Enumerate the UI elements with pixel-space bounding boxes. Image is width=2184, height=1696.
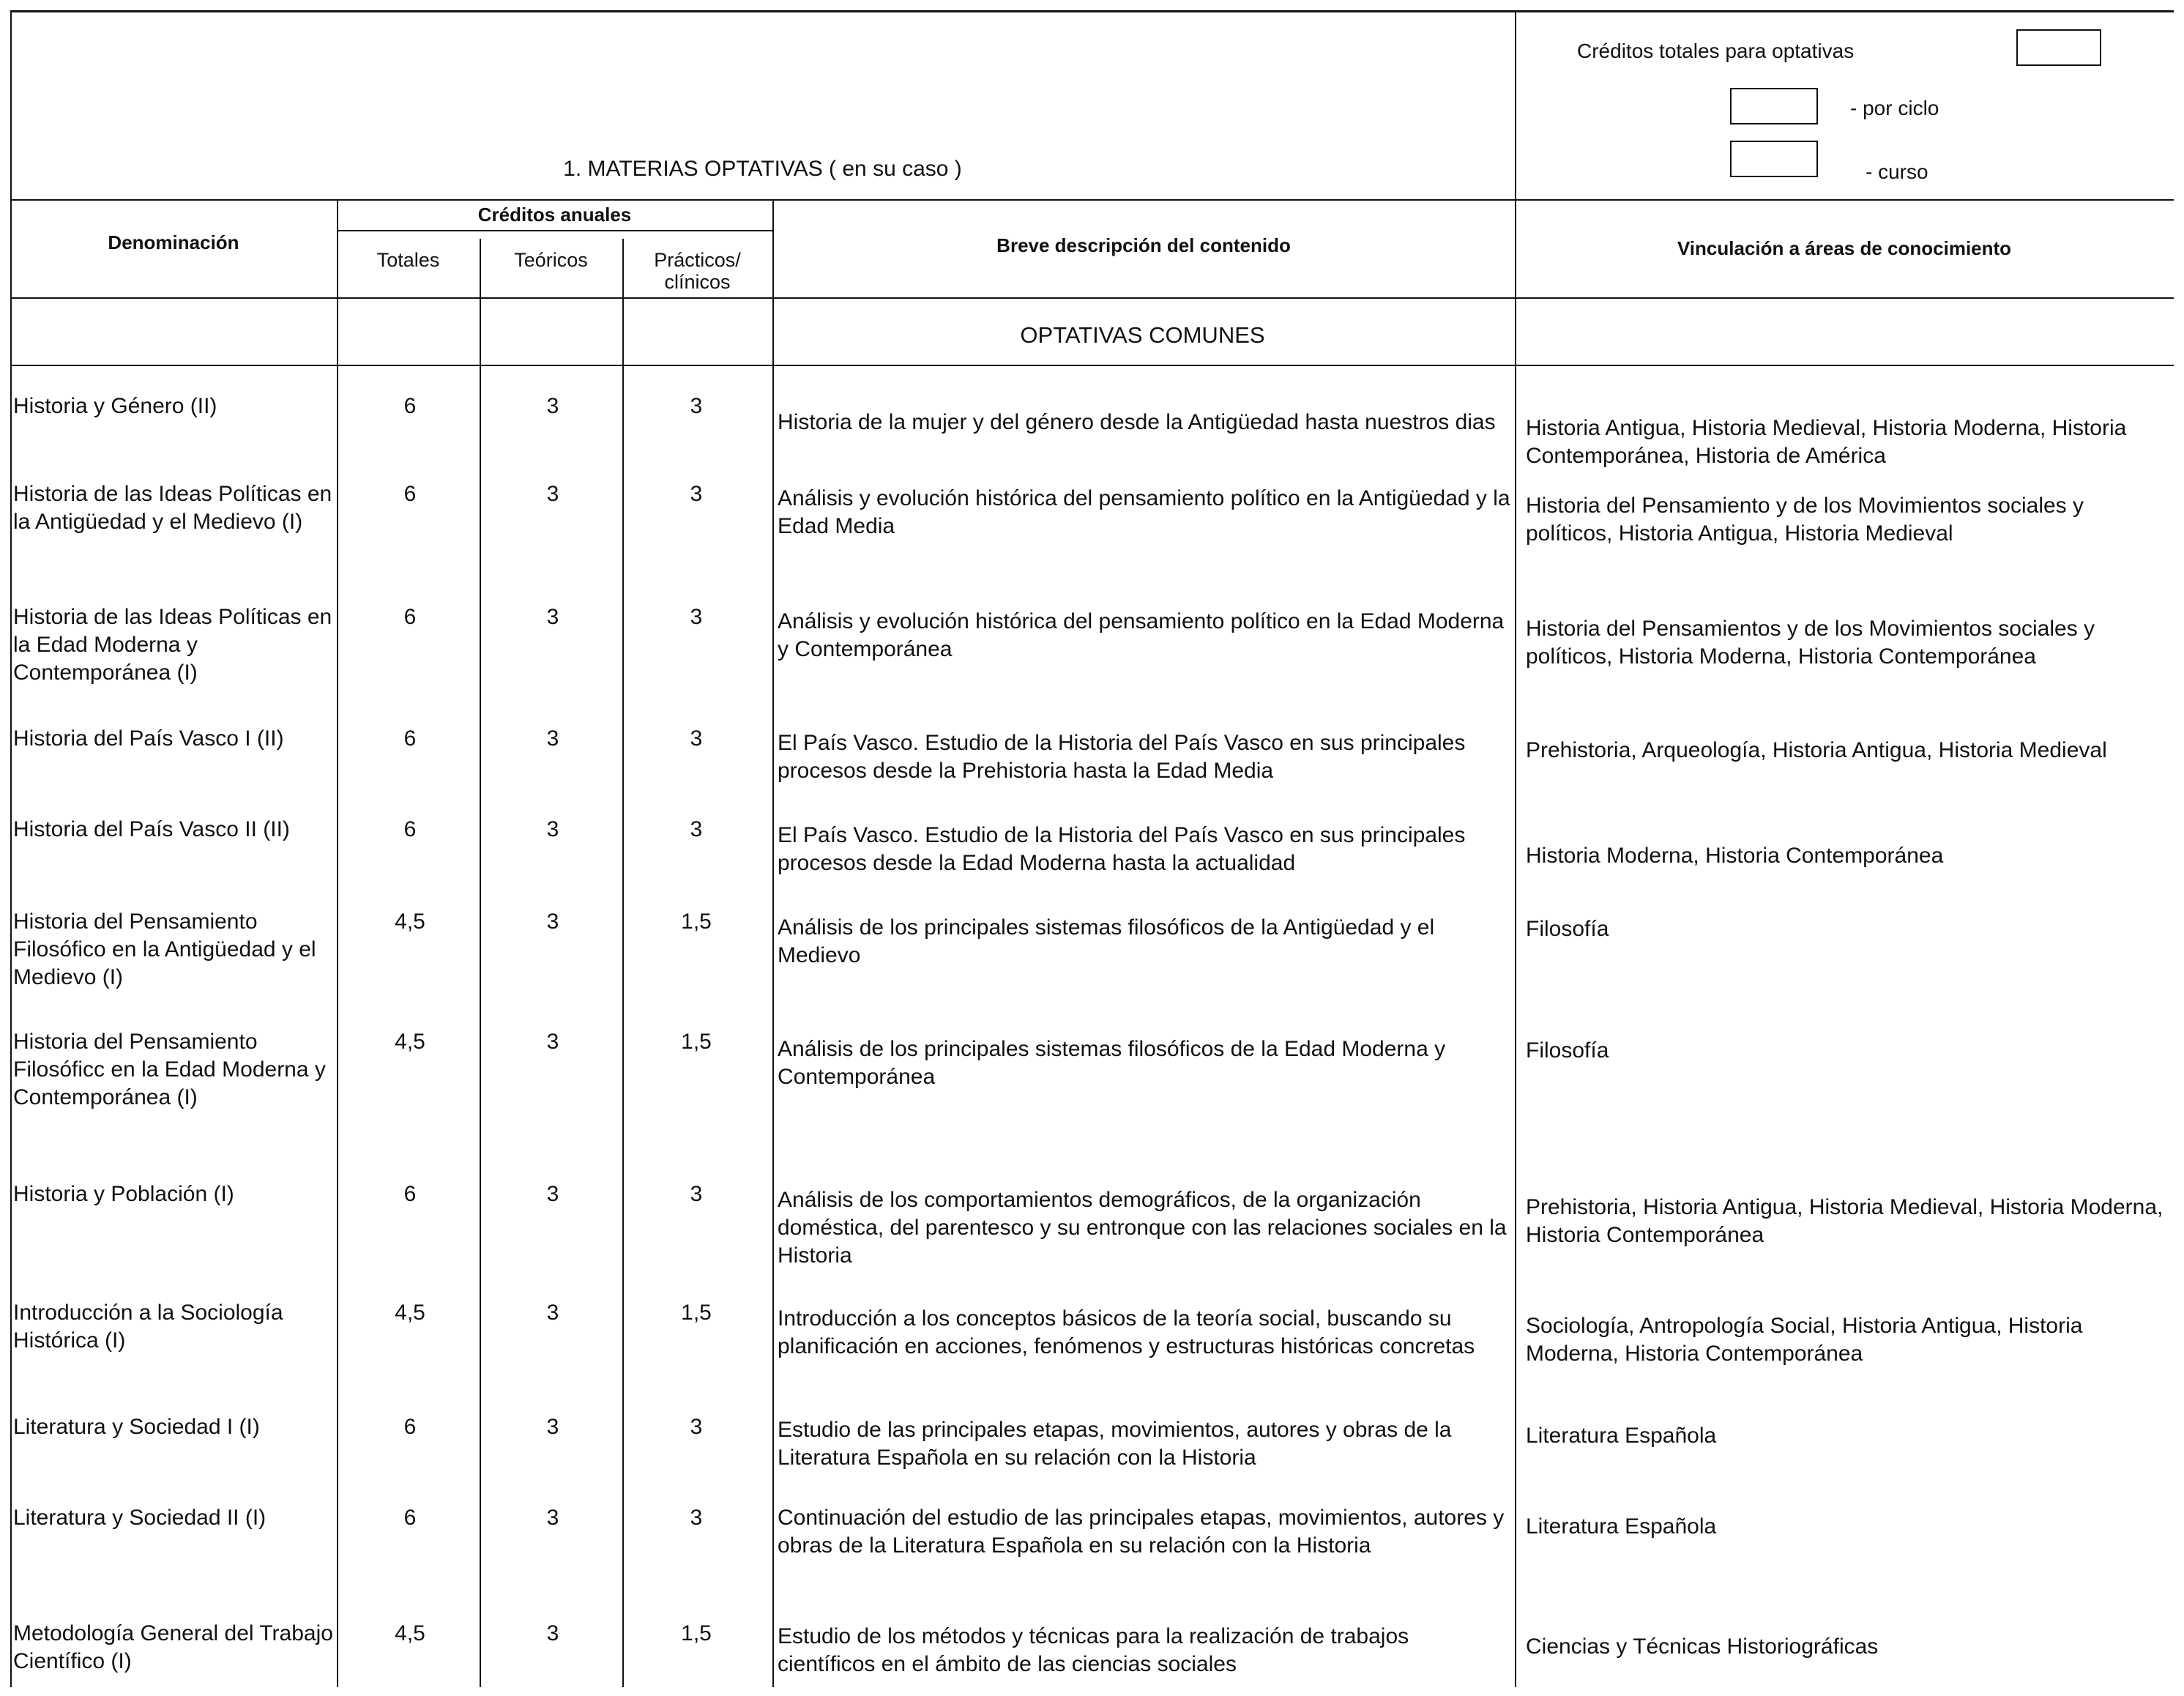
row-denominacion: Historia del País Vasco I (II) [13, 726, 284, 751]
row-teoricos: 3 [546, 1301, 559, 1325]
row-descripcion: Análisis de los comportamientos demográficos, de la organización doméstica, del parentesco y su entronque con las relaciones sociales en la Historia [778, 1188, 1507, 1268]
row-vinculacion: Prehistoria, Arqueología, Historia Antigua, Historia Medieval [1526, 738, 2107, 762]
row-practicos: 1,5 [681, 910, 712, 934]
row-denominacion: Historia del Pensamiento Filosóficc en la Edad Moderna y Contemporánea (I) [13, 1030, 326, 1109]
section-rule [10, 365, 2174, 366]
row-teoricos: 3 [546, 1415, 559, 1439]
row-descripcion: Continuación del estudio de las principales etapas, movimientos, autores y obras de la Literatura Española en su relación con la Historia [778, 1506, 1505, 1558]
row-practicos: 1,5 [681, 1030, 712, 1054]
divider-practicos [622, 239, 624, 1687]
row-descripcion: Estudio de los métodos y técnicas para la realización de trabajos científicos en el ámbito de las ciencias sociales [778, 1624, 1409, 1676]
row-vinculacion: Historia del Pensamientos y de los Movimientos sociales y políticos, Historia Moderna, Historia Contemporánea [1526, 617, 2095, 669]
row-teoricos: 3 [546, 394, 559, 418]
row-descripcion: Introducción a los conceptos básicos de la teoría social, buscando su planificación en acciones, fenómenos y estructuras históricas concretas [778, 1306, 1475, 1358]
credits-total-label: Créditos totales para optativas [1577, 40, 1855, 62]
col-denominacion: Denominación [108, 231, 239, 253]
top-border [10, 10, 2174, 12]
left-border [10, 10, 12, 1687]
row-totales: 6 [403, 394, 417, 418]
col-totales: Totales [376, 249, 440, 271]
row-descripcion: Análisis de los principales sistemas filosóficos de la Antigüedad y el Medievo [778, 915, 1435, 967]
divider-descripcion [772, 199, 774, 1687]
row-practicos: 3 [690, 817, 703, 841]
row-totales: 6 [403, 1182, 417, 1206]
row-vinculacion: Ciencias y Técnicas Historiográficas [1526, 1634, 1879, 1659]
row-teoricos: 3 [546, 1506, 559, 1530]
row-descripcion: Análisis y evolución histórica del pensamiento político en la Antigüedad y la Edad Media [778, 486, 1510, 538]
row-denominacion: Historia y Género (II) [13, 394, 217, 418]
col-descripcion: Breve descripción del contenido [996, 234, 1291, 256]
row-totales: 4,5 [395, 1030, 425, 1054]
row-vinculacion: Historia Antigua, Historia Medieval, Historia Moderna, Historia Contemporánea, Historia de América [1526, 416, 2127, 468]
row-practicos: 1,5 [681, 1621, 712, 1645]
row-descripcion: El País Vasco. Estudio de la Historia del País Vasco en sus principales procesos desde la Edad Moderna hasta la actualidad [778, 823, 1466, 875]
row-denominacion: Historia de las Ideas Políticas en la Antigüedad y el Medievo (I) [13, 482, 332, 534]
row-teoricos: 3 [546, 910, 559, 934]
row-vinculacion: Literatura Española [1526, 1424, 1717, 1448]
row-totales: 4,5 [395, 1621, 425, 1645]
course-label: - curso [1866, 160, 1928, 183]
page-title: 1. MATERIAS OPTATIVAS ( en su caso ) [563, 157, 962, 181]
col-creditos-anuales: Créditos anuales [477, 204, 632, 226]
row-descripcion: El País Vasco. Estudio de la Historia del País Vasco en sus principales procesos desde la Prehistoria hasta la Edad Media [778, 731, 1466, 783]
row-vinculacion: Filosofía [1526, 1038, 1609, 1063]
row-denominacion: Metodología General del Trabajo Científico (I) [13, 1621, 333, 1673]
row-totales: 4,5 [395, 1301, 425, 1325]
credits-course-box [1730, 141, 1818, 177]
row-teoricos: 3 [546, 817, 559, 841]
row-practicos: 3 [690, 1182, 703, 1206]
column-header-rule [10, 297, 2174, 299]
row-totales: 6 [403, 726, 417, 751]
row-vinculacion: Historia Moderna, Historia Contemporánea [1526, 844, 1944, 868]
row-totales: 6 [403, 482, 417, 506]
row-practicos: 3 [690, 1415, 703, 1439]
row-denominacion: Introducción a la Sociología Histórica (I) [13, 1301, 283, 1353]
row-descripcion: Historia de la mujer y del género desde la Antigüedad hasta nuestros dias [778, 410, 1496, 434]
row-vinculacion: Filosofía [1526, 917, 1609, 941]
row-teoricos: 3 [546, 605, 559, 629]
row-vinculacion: Prehistoria, Historia Antigua, Historia Medieval, Historia Moderna, Historia Contemporánea [1526, 1195, 2163, 1247]
row-vinculacion: Sociología, Antropología Social, Historia Antigua, Historia Moderna, Historia Contemporánea [1526, 1314, 2083, 1366]
credits-subhead-rule [337, 230, 772, 231]
header-bottom-rule [10, 199, 2174, 201]
divider-totales [337, 199, 338, 1687]
col-teoricos: Teóricos [514, 249, 588, 271]
row-practicos: 1,5 [681, 1301, 712, 1325]
row-descripcion: Análisis de los principales sistemas filosóficos de la Edad Moderna y Contemporánea [778, 1037, 1446, 1089]
row-vinculacion: Literatura Española [1526, 1514, 1717, 1539]
row-descripcion: Análisis y evolución histórica del pensamiento político en la Edad Moderna y Contemporánea [778, 609, 1505, 661]
row-teoricos: 3 [546, 1621, 559, 1645]
row-totales: 4,5 [395, 910, 425, 934]
row-teoricos: 3 [546, 1030, 559, 1054]
credits-total-box [2016, 29, 2101, 66]
row-totales: 6 [403, 605, 417, 629]
credits-per-cycle-box [1730, 88, 1818, 124]
row-practicos: 3 [690, 1506, 703, 1530]
per-cycle-label: - por ciclo [1850, 97, 1939, 119]
row-practicos: 3 [690, 394, 703, 418]
row-descripcion: Estudio de las principales etapas, movimientos, autores y obras de la Literatura Española en su relación con la Historia [778, 1418, 1452, 1470]
row-denominacion: Historia del País Vasco II (II) [13, 817, 290, 841]
divider-vinculacion [1515, 10, 1516, 1687]
row-totales: 6 [403, 817, 417, 841]
row-vinculacion: Historia del Pensamiento y de los Movimientos sociales y políticos, Historia Antigua, Historia Medieval [1526, 494, 2084, 546]
document-page [10, 10, 2174, 1687]
row-denominacion: Historia del Pensamiento Filosófico en la Antigüedad y el Medievo (I) [13, 910, 316, 989]
row-practicos: 3 [690, 482, 703, 506]
row-denominacion: Literatura y Sociedad II (I) [13, 1506, 267, 1530]
row-totales: 6 [403, 1506, 417, 1530]
row-practicos: 3 [690, 605, 703, 629]
col-vinculacion: Vinculación a áreas de conocimiento [1677, 237, 2012, 259]
row-teoricos: 3 [546, 1182, 559, 1206]
row-practicos: 3 [690, 726, 703, 751]
row-denominacion: Historia y Población (I) [13, 1182, 234, 1206]
row-denominacion: Historia de las Ideas Políticas en la Edad Moderna y Contemporánea (I) [13, 605, 332, 685]
col-practicos: Prácticos/ clínicos [654, 249, 741, 293]
section-title: OPTATIVAS COMUNES [1020, 322, 1265, 348]
row-teoricos: 3 [546, 726, 559, 751]
row-totales: 6 [403, 1415, 417, 1439]
row-teoricos: 3 [546, 482, 559, 506]
divider-teoricos [480, 239, 481, 1687]
row-denominacion: Literatura y Sociedad I (I) [13, 1415, 260, 1439]
